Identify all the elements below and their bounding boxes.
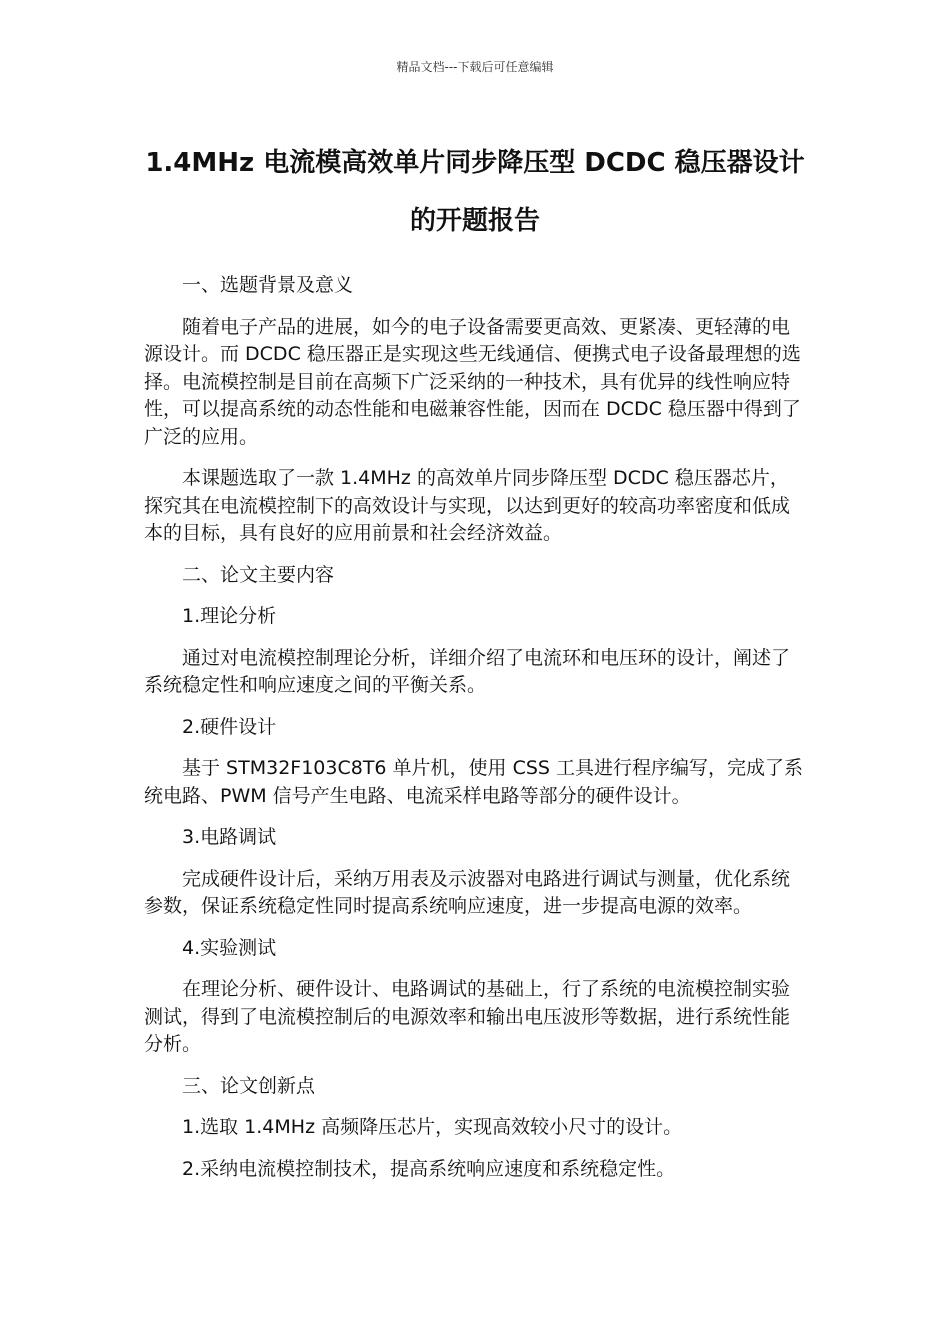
paragraph-background-2: 本课题选取了一款 1.4MHz 的高效单片同步降压型 DCDC 稳压器芯片，探究其在电流模控制下的高效设计与实现，以达到更好的较高功率密度和低成本的目标，具有良好的应用前景和社会经济效益。 — [144, 467, 791, 544]
subheading-hardware-design: 2.硬件设计 — [182, 715, 277, 738]
paragraph-experiment-test: 在理论分析、硬件设计、电路调试的基础上，行了系统的电流模控制实验测试，得到了电流模控制后的电源效率和输出电压波形等数据，进行系统性能分析。 — [144, 978, 791, 1055]
subheading-theory-analysis: 1.理论分析 — [182, 605, 277, 627]
header-note: 精品文档---下载后可任意编辑 — [396, 60, 554, 74]
paragraph-background-1: 随着电子产品的进展，如今的电子设备需要更高效、更紧凑、更轻薄的电源设计。而 DCDC 稳压器正是实现这些无线通信、便携式电子设备最理想的选择。电流模控制是目前在高频下广泛采纳的一种技术，具有优异的线性响应特性，可以提高系统的动态性能和电磁兼容性能，因而在 DCDC 稳压器中得到了广泛的应用。 — [144, 315, 801, 448]
innovation-item-1: 1.选取 1.4MHz 高频降压芯片，实现高效较小尺寸的设计。 — [182, 1116, 683, 1138]
paragraph-circuit-debug: 完成硬件设计后，采纳万用表及示波器对电路进行调试与测量，优化系统参数，保证系统稳定性同时提高系统响应速度，进一步提高电源的效率。 — [144, 867, 791, 917]
innovation-item-2: 2.采纳电流模控制技术，提高系统响应速度和系统稳定性。 — [182, 1157, 676, 1180]
document-body — [144, 272, 806, 1197]
document-title: 1.4MHz 电流模高效单片同步降压型 DCDC 稳压器设计的开题报告 — [145, 148, 805, 236]
subheading-circuit-debug: 3.电路调试 — [182, 826, 277, 848]
paragraph-theory-analysis: 通过对电流模控制理论分析，详细介绍了电流环和电压环的设计，阐述了系统稳定性和响应速度之间的平衡关系。 — [144, 646, 791, 696]
section-heading-background: 一、选题背景及意义 — [182, 274, 354, 296]
subheading-experiment-test: 4.实验测试 — [182, 936, 277, 959]
paragraph-hardware-design: 基于 STM32F103C8T6 单片机，使用 CSS 工具进行程序编写，完成了系统电路、PWM 信号产生电路、电流采样电路等部分的硬件设计。 — [144, 757, 804, 807]
section-heading-innovation: 三、论文创新点 — [182, 1074, 316, 1097]
section-heading-main-content: 二、论文主要内容 — [182, 563, 335, 586]
